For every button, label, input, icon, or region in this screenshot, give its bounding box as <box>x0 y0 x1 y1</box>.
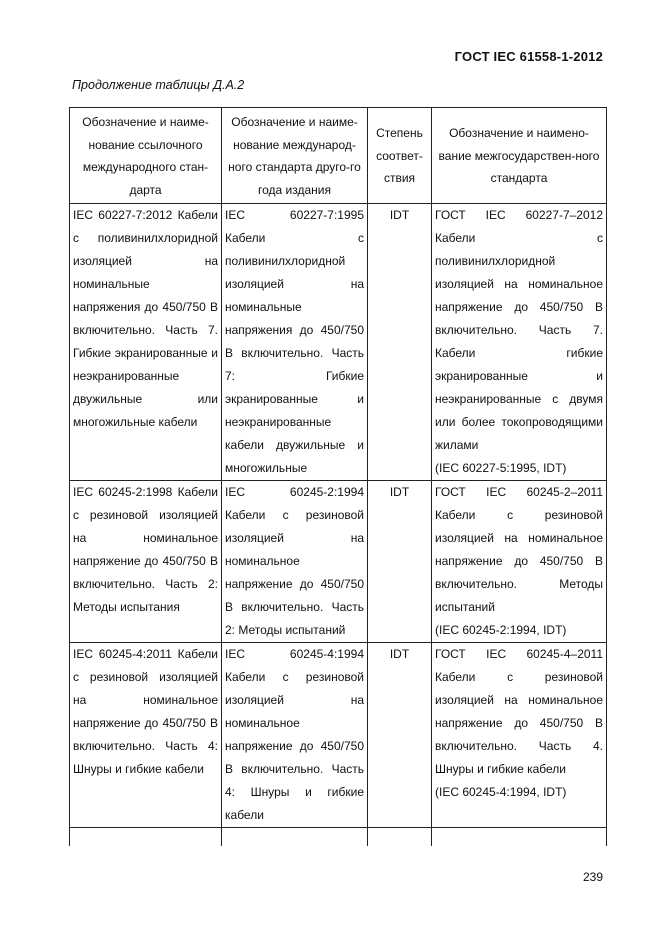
header-gost: Обозначение и наимено-вание межгосударствен-ного стандарта <box>432 108 607 204</box>
cell-gost <box>432 643 607 828</box>
gost-title: ГОСТ IEC 60245-4–2011 Кабели с резиновой изоляцией на номинальное напряжение до 450/750 В включительно. Часть 4. Шнуры и гибкие кабели <box>435 647 603 776</box>
gost-note: (IEC 60245-2:1994, IDT) <box>435 623 567 637</box>
cell-other: IEC 60245-2:1994 Кабели с резиновой изоляцией на номинальное напряжение до 450/750 В включительно. Часть 2: Методы испытаний <box>222 481 368 643</box>
cell-ref: IEC 60245-4:2011 Кабели с резиновой изоляцией на номинальное напряжение до 450/750 В включительно. Часть 4: Шнуры и гибкие кабели <box>70 643 222 828</box>
table-row <box>70 204 607 481</box>
table-row <box>70 643 607 828</box>
header-other-edition: Обозначение и наиме-нование международ-ного стандарта друго-го года издания <box>222 108 368 204</box>
header-ref-standard: Обозначение и наиме-нование ссылочного международного стан-дарта <box>70 108 222 204</box>
header-degree: Степень соответ-ствия <box>368 108 432 204</box>
cell-degree: IDT <box>368 643 432 828</box>
gost-note: (IEC 60227-5:1995, IDT) <box>435 461 567 475</box>
cell-degree: IDT <box>368 481 432 643</box>
cell-degree: IDT <box>368 204 432 481</box>
empty-cell <box>222 828 368 847</box>
page-number: 239 <box>582 870 603 884</box>
cell-gost <box>432 204 607 481</box>
standards-table <box>69 107 607 846</box>
table-row <box>70 481 607 643</box>
gost-title: ГОСТ IEC 60245-2–2011 Кабели с резиновой изоляцией на номинальное напряжение до 450/750 В включительно. Методы испытаний <box>435 485 603 614</box>
cell-ref: IEC 60245-2:1998 Кабели с резиновой изоляцией на номинальное напряжение до 450/750 В включительно. Часть 2: Методы испытания <box>70 481 222 643</box>
cell-ref: IEC 60227-7:2012 Кабели с поливинилхлоридной изоляцией на номинальные напряжения до 450/750 В включительно. Часть 7. Гибкие экранированные и неэкранированные двужильные или многожильные кабели <box>70 204 222 481</box>
empty-cell <box>70 828 222 847</box>
table-caption: Продолжение таблицы Д.А.2 <box>72 78 245 92</box>
document-header: ГОСТ IEC 61558-1-2012 <box>454 49 603 64</box>
empty-cell <box>432 828 607 847</box>
gost-note: (IEC 60245-4:1994, IDT) <box>435 785 567 799</box>
cell-other: IEC 60245-4:1994 Кабели с резиновой изоляцией на номинальное напряжение до 450/750 В включительно. Часть 4: Шнуры и гибкие кабели <box>222 643 368 828</box>
cell-gost <box>432 481 607 643</box>
cell-other: IEC 60227-7:1995 Кабели с поливинилхлоридной изоляцией на номинальные напряжения до 450/750 В включительно. Часть 7: Гибкие экранированные и неэкранированные кабели двужильные и многожильные <box>222 204 368 481</box>
empty-cell <box>368 828 432 847</box>
table-row-empty <box>70 828 607 847</box>
gost-title: ГОСТ IEC 60227-7–2012 Кабели с поливинилхлоридной изоляцией на номинальное напряжение до 450/750 В включительно. Часть 7. Кабели гибкие экранированные и неэкранированные с двумя или более токопроводящими жилами <box>435 208 603 452</box>
table-header-row <box>70 108 607 204</box>
